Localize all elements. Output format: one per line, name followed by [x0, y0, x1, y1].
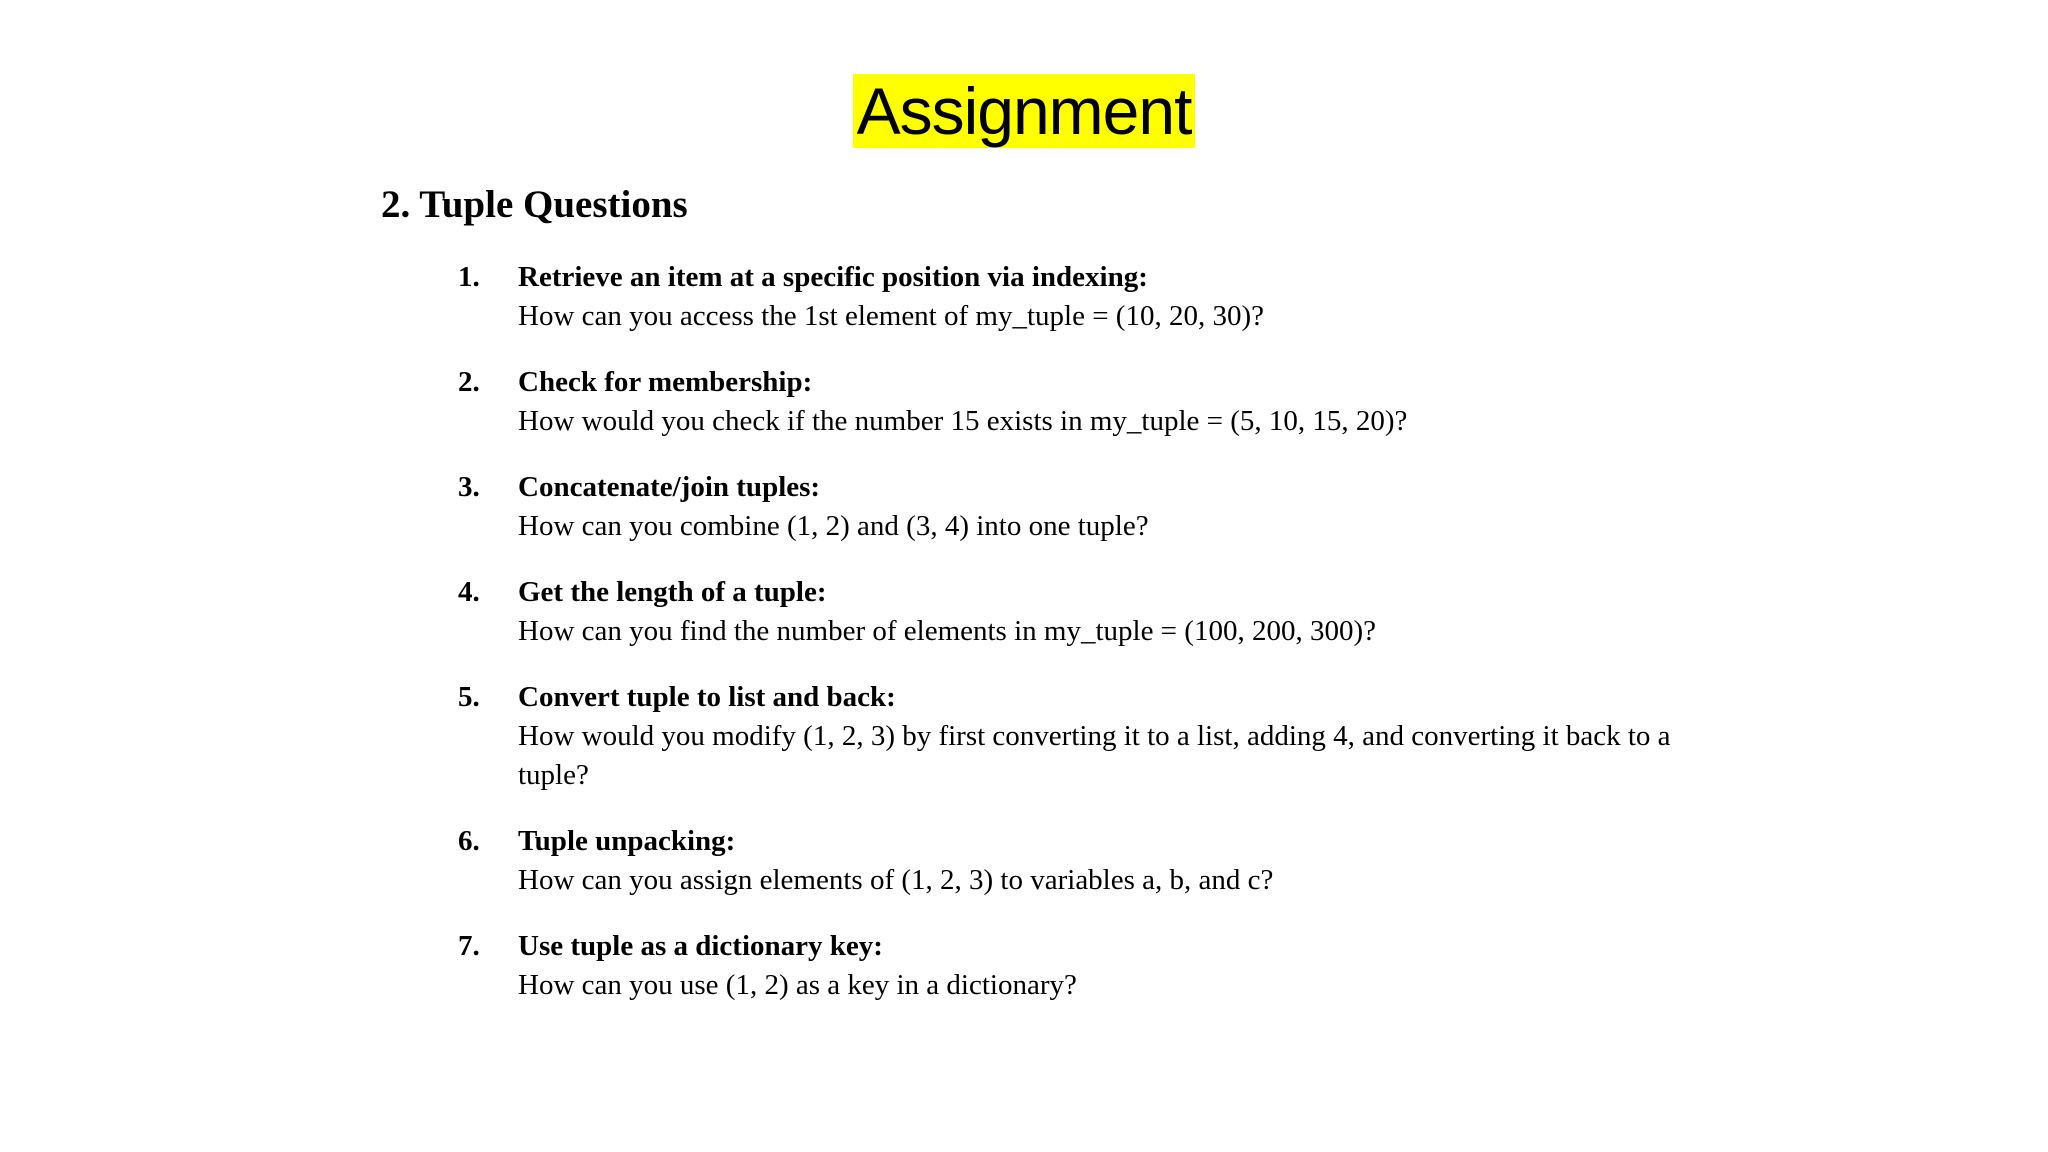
question-number: 2.	[458, 366, 480, 398]
section-heading: 2. Tuple Questions	[381, 183, 688, 226]
slide-title: Assignment	[853, 74, 1196, 148]
question-title: Concatenate/join tuples:	[518, 471, 821, 503]
question-title: Use tuple as a dictionary key:	[518, 930, 883, 962]
question-title: Retrieve an item at a specific position via indexing:	[518, 261, 1148, 293]
question-list	[458, 258, 1748, 1032]
question-title: Tuple unpacking:	[518, 825, 736, 857]
question-title: Check for membership:	[518, 366, 813, 398]
question-text: How can you find the number of elements in my_tuple = (100, 200, 300)?	[518, 615, 1376, 647]
question-item	[458, 258, 1748, 336]
question-item	[458, 822, 1748, 900]
question-number: 4.	[458, 576, 480, 608]
question-text: How would you check if the number 15 exists in my_tuple = (5, 10, 15, 20)?	[518, 405, 1408, 437]
question-title: Convert tuple to list and back:	[518, 681, 896, 713]
question-number: 7.	[458, 930, 480, 962]
question-number: 1.	[458, 261, 480, 293]
question-item	[458, 468, 1748, 546]
question-title: Get the length of a tuple:	[518, 576, 827, 608]
question-text: How can you use (1, 2) as a key in a dictionary?	[518, 969, 1077, 1001]
question-text: How can you assign elements of (1, 2, 3) to variables a, b, and c?	[518, 864, 1274, 896]
question-number: 5.	[458, 681, 480, 713]
question-item	[458, 363, 1748, 441]
question-text: How can you combine (1, 2) and (3, 4) into one tuple?	[518, 510, 1149, 542]
question-number: 6.	[458, 825, 480, 857]
question-text: How would you modify (1, 2, 3) by first converting it to a list, adding 4, and converting it back to a tuple?	[518, 720, 1671, 791]
title-container	[0, 74, 2048, 148]
question-item	[458, 678, 1748, 795]
question-number: 3.	[458, 471, 480, 503]
question-text: How can you access the 1st element of my_tuple = (10, 20, 30)?	[518, 300, 1264, 332]
question-item	[458, 927, 1748, 1005]
question-item	[458, 573, 1748, 651]
